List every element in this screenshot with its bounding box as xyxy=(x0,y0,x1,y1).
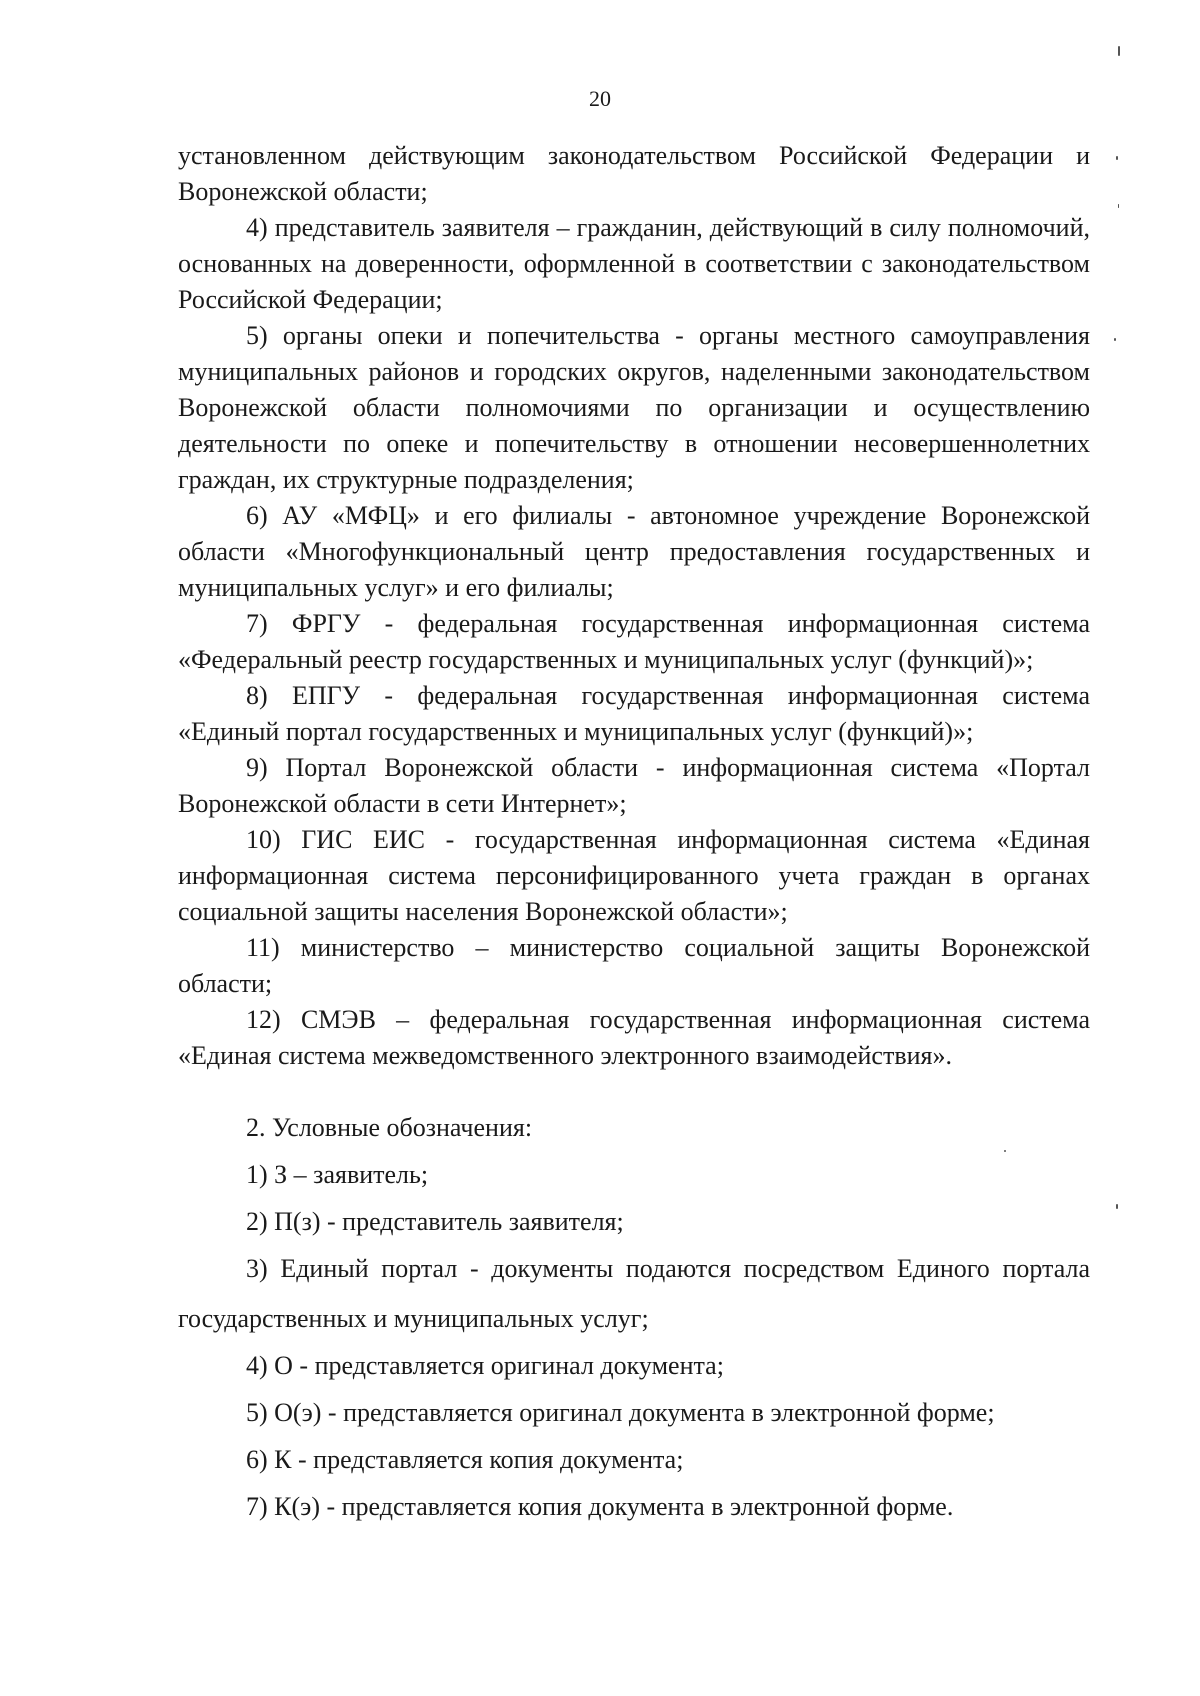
legend-item: 7) К(э) - представляется копия документа в электронной форме. xyxy=(246,1492,954,1521)
scan-speck xyxy=(1116,156,1118,160)
definition-item-9: 9) Портал Воронежской области - информационная система «Портал Воронежской области в сети Интернет»; xyxy=(178,753,1090,818)
legend-item: 5) О(э) - представляется оригинал документа в электронной форме; xyxy=(246,1398,995,1427)
scan-speck xyxy=(1118,46,1120,56)
definition-item-5: 5) органы опеки и попечительства - органы местного самоуправления муниципальных районов и городских округов, наделенными законодательством Воронежской области полномочиями по организации и осуществлению деятельности по опеке и попечительству в отношении несовершеннолетних граждан, их структурные подразделения; xyxy=(178,321,1090,494)
page-number: 20 xyxy=(589,86,611,111)
scan-speck xyxy=(1114,338,1116,341)
legend-item: 6) К - представляется копия документа; xyxy=(246,1445,684,1474)
definition-item-4: 4) представитель заявителя – гражданин, действующий в силу полномочий, основанных на доверенности, оформленной в соответствии с законодательством Российской Федерации; xyxy=(178,213,1090,314)
scan-speck xyxy=(1004,1150,1006,1152)
definition-item-12: 12) СМЭВ – федеральная государственная информационная система «Единая система межведомственного электронного взаимодействия». xyxy=(178,1005,1090,1070)
definition-item-7: 7) ФРГУ - федеральная государственная информационная система «Федеральный реестр государственных и муниципальных услуг (функций)»; xyxy=(178,609,1090,674)
legend-title: 2. Условные обозначения: xyxy=(246,1113,533,1142)
definition-continuation: установленном действующим законодательством Российской Федерации и Воронежской области; xyxy=(178,141,1090,206)
definition-item-6: 6) АУ «МФЦ» и его филиалы - автономное учреждение Воронежской области «Многофункциональный центр предоставления государственных и муниципальных услуг» и его филиалы; xyxy=(178,501,1090,602)
legend-item: 2) П(з) - представитель заявителя; xyxy=(246,1207,624,1236)
definition-item-10: 10) ГИС ЕИС - государственная информационная система «Единая информационная система персонифицированного учета граждан в органах социальной защиты населения Воронежской области»; xyxy=(178,825,1090,926)
definitions-section xyxy=(178,138,1090,1074)
definition-item-8: 8) ЕПГУ - федеральная государственная информационная система «Единый портал государственных и муниципальных услуг (функций)»; xyxy=(178,681,1090,746)
scan-speck xyxy=(1118,204,1119,208)
legend-item: 3) Единый портал - документы подаются посредством Единого портала государственных и муниципальных услуг; xyxy=(178,1254,1090,1333)
legend-item: 1) З – заявитель; xyxy=(246,1160,429,1189)
legend-item: 4) О - представляется оригинал документа; xyxy=(246,1351,724,1380)
scan-speck xyxy=(1116,1204,1118,1209)
legend-section xyxy=(178,1110,1090,1525)
definition-item-11: 11) министерство – министерство социальной защиты Воронежской области; xyxy=(178,933,1090,998)
